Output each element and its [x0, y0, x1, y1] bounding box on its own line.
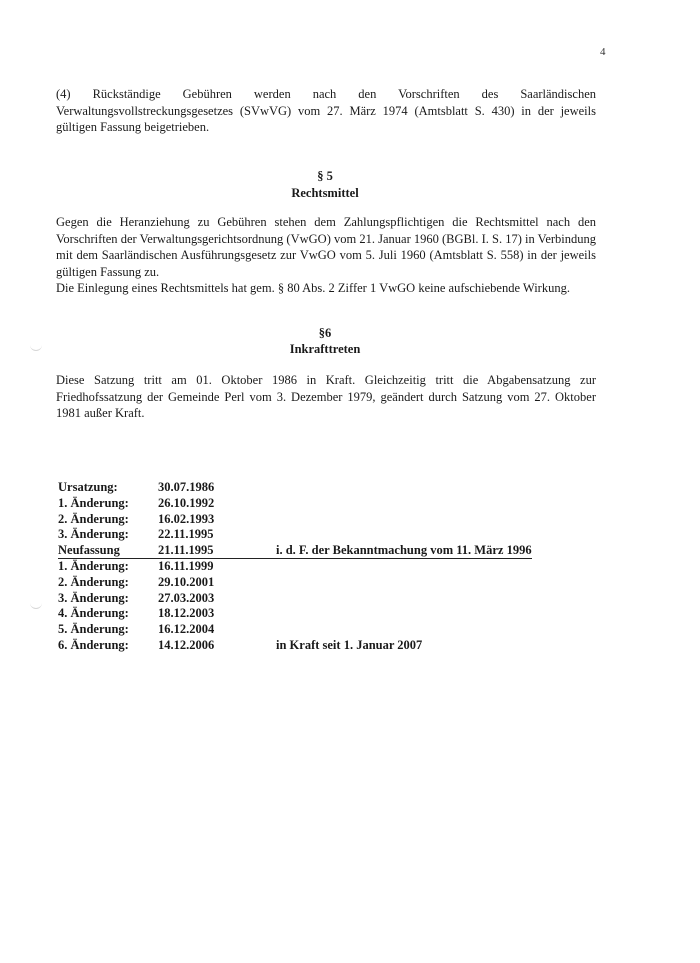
history-note: i. d. F. der Bekanntmachung vom 11. März 1996 — [276, 543, 532, 558]
section6-title: Inkrafttreten — [289, 342, 361, 356]
history-row-neufassung — [58, 543, 532, 559]
history-label: 2. Änderung: — [58, 574, 129, 589]
history-label: 5. Änderung: — [58, 622, 129, 637]
section5-number: § 5 — [317, 169, 333, 183]
section5-body — [56, 214, 596, 297]
history-row — [58, 559, 532, 575]
section6-body — [56, 372, 596, 422]
history-label: Ursatzung: — [58, 480, 118, 494]
history-label: 3. Änderung: — [58, 590, 129, 605]
history-row — [58, 527, 532, 543]
history-row — [58, 591, 532, 607]
intro-paragraph — [56, 86, 596, 136]
history-date: 16.02.1993 — [158, 511, 215, 526]
history-date: 16.12.2004 — [158, 622, 215, 637]
history-row — [58, 480, 532, 496]
section5-paragraph2: Die Einlegung eines Rechtsmittels hat gem. § 80 Abs. 2 Ziffer 1 VwGO keine aufschiebende Wirkung. — [56, 281, 570, 295]
history-label: 6. Änderung: — [58, 637, 129, 652]
history-date: 22.11.1995 — [158, 527, 214, 542]
history-label: 3. Änderung: — [58, 527, 129, 542]
history-label: 1. Änderung: — [58, 495, 129, 510]
section5-title: Rechtsmittel — [291, 186, 359, 200]
scan-hole-mark — [30, 600, 42, 609]
history-label: Neufassung — [58, 543, 120, 558]
section5-paragraph1: Gegen die Heranziehung zu Gebühren stehen dem Zahlungspflichtigen die Rechtsmittel nach den Vorschriften der Verwaltungsgerichtsordnung (VwGO) vom 21. Januar 1960 (BGBl. I. S. 17) in Verbindung mit dem Saarländischen Ausführungsgesetz zur VwGO vom 5. Juli 1960 (Amtsblatt S. 558) in der jeweils gültigen Fassung zu. — [56, 215, 596, 279]
history-row — [58, 622, 532, 638]
history-note: in Kraft seit 1. Januar 2007 — [276, 637, 423, 652]
history-row — [58, 606, 532, 622]
history-date: 30.07.1986 — [158, 480, 215, 494]
intro-paragraph-text: (4) Rückständige Gebühren werden nach den Vorschriften des Saarländischen Verwaltungsvollstreckungsgesetzes (SVwVG) vom 27. März 1974 (Amtsblatt S. 430) in der jeweils gültigen Fassung beigetrieben. — [56, 87, 596, 134]
history-row — [58, 512, 532, 528]
history-date: 27.03.2003 — [158, 590, 215, 605]
history-date: 16.11.1999 — [158, 558, 214, 573]
history-row — [58, 575, 532, 591]
history-date: 14.12.2006 — [158, 637, 215, 652]
history-label: 2. Änderung: — [58, 511, 129, 526]
section6-number: §6 — [318, 326, 332, 340]
history-date: 29.10.2001 — [158, 574, 215, 589]
history-date: 21.11.1995 — [158, 543, 214, 558]
page-number: 4 — [600, 46, 606, 58]
history-label: 4. Änderung: — [58, 606, 129, 621]
section6-paragraph: Diese Satzung tritt am 01. Oktober 1986 in Kraft. Gleichzeitig tritt die Abgabensatzung zur Friedhofssatzung der Gemeinde Perl vom 3. Dezember 1979, geändert durch Satzung vom 27. Oktober 1981 außer Kraft. — [56, 373, 596, 420]
history-row — [58, 496, 532, 512]
history-date: 26.10.1992 — [158, 495, 215, 510]
history-label: 1. Änderung: — [58, 558, 129, 573]
amendment-history — [58, 480, 532, 654]
history-date: 18.12.2003 — [158, 606, 215, 621]
history-row — [58, 638, 532, 654]
